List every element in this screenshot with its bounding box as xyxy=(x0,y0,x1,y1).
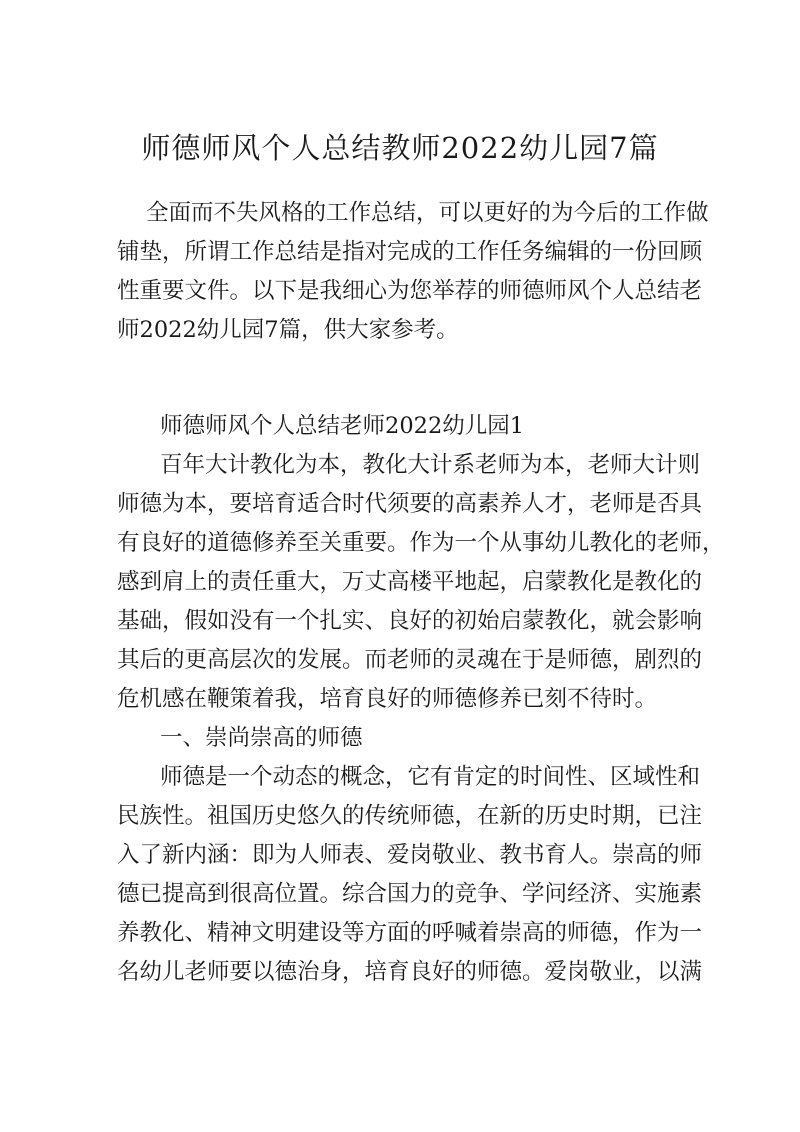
paragraph-line: 师德为本，要培育适合时代须要的高素养人才，老师是否具 xyxy=(117,491,703,517)
paragraph-line: 感到肩上的责任重大，万丈高楼平地起，启蒙教化是教化的 xyxy=(117,569,703,595)
paragraph-line: 基础，假如没有一个扎实、良好的初始启蒙教化，就会影响 xyxy=(117,608,703,634)
section-title: 师德师风个人总结老师2022幼儿园1 xyxy=(160,413,525,439)
paragraph-line: 名幼儿老师要以德治身，培育良好的师德。爱岗敬业，以满 xyxy=(117,959,703,985)
intro-line: 性重要文件。以下是我细心为您举荐的师德师风个人总结老 xyxy=(117,278,703,304)
paragraph-line: 德已提高到很高位置。综合国力的竞争、学问经济、实施素 xyxy=(117,881,703,907)
intro-line: 师2022幼儿园7篇，供大家参考。 xyxy=(117,317,459,343)
paragraph-line: 民族性。祖国历史悠久的传统师德，在新的历史时期，已注 xyxy=(117,803,703,829)
paragraph-line: 有良好的道德修养至关重要。作为一个从事幼儿教化的老师， xyxy=(117,530,725,556)
intro-line: 铺垫，所谓工作总结是指对完成的工作任务编辑的一份回顾 xyxy=(117,239,703,265)
paragraph-line: 其后的更高层次的发展。而老师的灵魂在于是师德，剧烈的 xyxy=(117,647,703,673)
paragraph-line: 危机感在鞭策着我，培育良好的师德修养已刻不待时。 xyxy=(117,686,658,712)
paragraph-line: 师德是一个动态的概念，它有肯定的时间性、区域性和 xyxy=(160,764,701,790)
paragraph-line: 百年大计教化为本，教化大计系老师为本，老师大计则 xyxy=(160,452,701,478)
paragraph-line: 养教化、精神文明建设等方面的呼喊着崇高的师德，作为一 xyxy=(117,920,703,946)
document-title: 师德师风个人总结教师2022幼儿园7篇 xyxy=(141,131,659,165)
subheading: 一、崇尚崇高的师德 xyxy=(160,725,363,751)
intro-line: 全面而不失风格的工作总结，可以更好的为今后的工作做 xyxy=(146,200,709,226)
paragraph-line: 入了新内涵：即为人师表、爱岗敬业、教书育人。崇高的师 xyxy=(117,842,703,868)
